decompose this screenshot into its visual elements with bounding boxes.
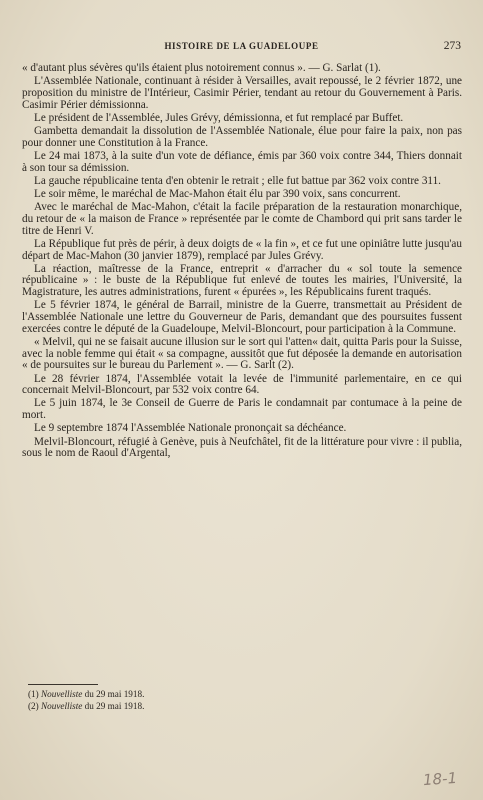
page-header xyxy=(22,41,461,55)
paragraph: Melvil-Bloncourt, réfugié à Genève, puis à Neufchâtel, fit de la littérature pour vivre : il publia, sous le nom de Raoul d'Argental, xyxy=(22,435,462,460)
handwritten-shelfmark: 18-1 xyxy=(422,768,458,790)
paragraph: Le président de l'Assemblée, Jules Grévy, démissionna, et fut remplacé par Buffet. xyxy=(34,111,404,124)
paragraph: Le 9 septembre 1874 l'Assemblée Nationale prononçait sa déchéance. xyxy=(34,422,347,435)
paragraph: Le 5 juin 1874, le 3e Conseil de Guerre de Paris le condamnait par contumace à la peine de mort. xyxy=(22,397,462,422)
quoted-paragraph: « Melvil, qui ne se faisait aucune illusion sur le sort qui l'atten« dait, quitta Paris pour la Suisse, avec la noble femme qui était « sa compagne, aussitôt que fut déposée la demande en autorisation « de poursuites sur le bureau du Parlement ». — G. Sarlt (2). xyxy=(22,335,463,372)
footnote-text: du 29 mai 1918. xyxy=(84,689,145,699)
running-title: HISTOIRE DE LA GUADELOUPE xyxy=(164,41,319,51)
footnotes xyxy=(28,689,144,712)
paragraph: « d'autant plus sévères qu'ils étaient plus notoirement connus ». — G. Sarlat (1). xyxy=(22,62,381,74)
paragraph: La gauche républicaine tenta d'en obtenir le retrait ; elle fut battue par 362 voix contre 311. xyxy=(34,174,441,187)
paragraph: Le 5 février 1874, le général de Barrail, ministre de la Guerre, transmettait au Président de l'Assemblée Nationale une lettre du Gouverneur de Paris, demandant que des poursuites fussent exercées contre le député de la Guadeloupe, Melvil-Bloncourt, pour participation à la Commune. xyxy=(22,299,462,335)
footnote-rule xyxy=(28,684,98,685)
footnote-mark: (1) xyxy=(28,689,39,699)
footnote xyxy=(28,701,144,713)
paragraph: L'Assemblée Nationale, continuant à résider à Versailles, avait repoussé, le 2 février 1872, une proposition du ministre de l'Intérieur, Casimir Périer, tendant au retour du Gouvernement à Paris. Casimir Périer démissionna. xyxy=(22,75,462,111)
footnote-mark: (2) xyxy=(28,700,39,711)
paragraph: La réaction, maîtresse de la France, entreprit « d'arracher du « sol toute la semence républicaine » : le buste de la République fut enlevé de toutes les mairies, l'Université, la Magistrature, les autres administrations, furent « épurées », les Républicains furent traqués. xyxy=(22,262,462,299)
paragraph: La République fut près de périr, à deux doigts de « la fin », et ce fut une opiniâtre lutte jusqu'au départ de Mac-Mahon (30 janvier 1879), remplacé par Jules Grévy. xyxy=(22,237,462,262)
footnote xyxy=(28,689,144,701)
body-text xyxy=(22,63,462,462)
paragraph: Avec le maréchal de Mac-Mahon, c'était la facile préparation de la restauration monarchique, du retour de « la maison de France » représentée par le comte de Chambord qui prit sans tarder le titre de Henri V. xyxy=(22,201,462,237)
footnote-source: Nouvelliste xyxy=(41,689,83,699)
footnote-source: Nouvelliste xyxy=(41,700,83,711)
paragraph: Gambetta demandait la dissolution de l'Assemblée Nationale, élue pour faire la paix, non pas pour donner une Constitution à la France. xyxy=(22,125,462,149)
paragraph: Le 24 mai 1873, à la suite d'un vote de défiance, émis par 360 voix contre 344, Thiers donnait à son tour sa démission. xyxy=(22,149,462,174)
paragraph: Le 28 février 1874, l'Assemblée votait la levée de l'immunité parlementaire, en ce qui concernait Melvil-Bloncourt, par 532 voix contre 64. xyxy=(22,372,462,397)
paragraph: Le soir même, le maréchal de Mac-Mahon était élu par 390 voix, sans concurrent. xyxy=(34,188,401,201)
page-number: 273 xyxy=(443,40,461,52)
footnote-text: du 29 mai 1918. xyxy=(84,700,145,711)
